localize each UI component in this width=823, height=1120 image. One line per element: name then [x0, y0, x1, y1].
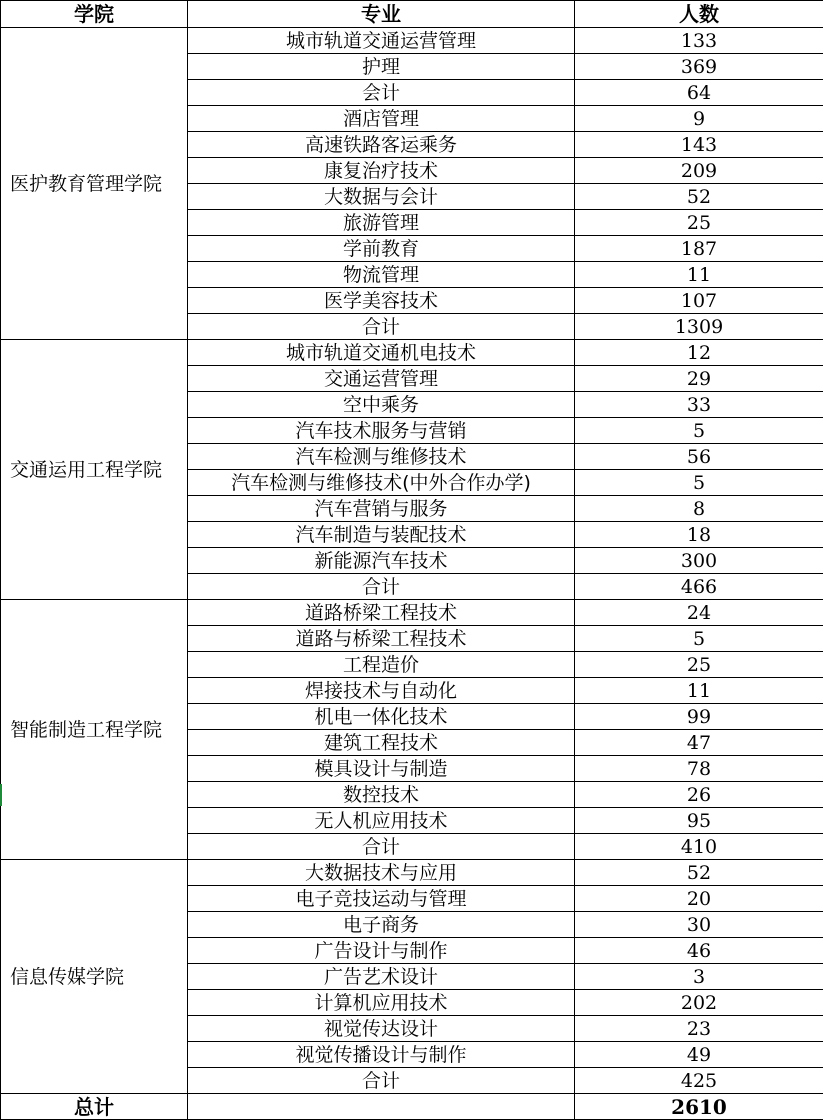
student-count: 25 — [575, 652, 823, 678]
header-row — [1, 1, 823, 28]
header-major: 专业 — [188, 1, 575, 28]
major-name: 道路与桥梁工程技术 — [188, 626, 575, 652]
student-count: 5 — [575, 418, 823, 444]
major-name: 机电一体化技术 — [188, 704, 575, 730]
student-count: 300 — [575, 548, 823, 574]
student-count: 20 — [575, 886, 823, 912]
student-count: 52 — [575, 860, 823, 886]
student-count: 410 — [575, 834, 823, 860]
major-name: 新能源汽车技术 — [188, 548, 575, 574]
student-count: 52 — [575, 184, 823, 210]
student-count: 24 — [575, 600, 823, 626]
major-name: 大数据技术与应用 — [188, 860, 575, 886]
student-count: 187 — [575, 236, 823, 262]
major-name: 合计 — [188, 834, 575, 860]
student-count: 25 — [575, 210, 823, 236]
student-count: 209 — [575, 158, 823, 184]
table-row — [1, 28, 823, 54]
table-row — [1, 600, 823, 626]
student-count: 49 — [575, 1042, 823, 1068]
student-count: 143 — [575, 132, 823, 158]
student-count: 5 — [575, 626, 823, 652]
major-name: 电子竞技运动与管理 — [188, 886, 575, 912]
major-name: 会计 — [188, 80, 575, 106]
student-count: 11 — [575, 678, 823, 704]
student-count: 8 — [575, 496, 823, 522]
student-count: 1309 — [575, 314, 823, 340]
student-count: 95 — [575, 808, 823, 834]
table-row — [1, 860, 823, 886]
student-count: 33 — [575, 392, 823, 418]
student-count: 46 — [575, 938, 823, 964]
major-name: 广告艺术设计 — [188, 964, 575, 990]
major-name: 物流管理 — [188, 262, 575, 288]
major-name: 旅游管理 — [188, 210, 575, 236]
student-count: 5 — [575, 470, 823, 496]
student-count: 9 — [575, 106, 823, 132]
grand-total-count: 2610 — [575, 1094, 823, 1120]
student-count: 30 — [575, 912, 823, 938]
table-body — [1, 28, 823, 1094]
grand-total-row — [1, 1094, 823, 1120]
major-name: 汽车制造与装配技术 — [188, 522, 575, 548]
major-name: 电子商务 — [188, 912, 575, 938]
student-count: 26 — [575, 782, 823, 808]
major-name: 空中乘务 — [188, 392, 575, 418]
major-name: 汽车检测与维修技术 — [188, 444, 575, 470]
major-name: 医学美容技术 — [188, 288, 575, 314]
major-name: 汽车营销与服务 — [188, 496, 575, 522]
student-count: 3 — [575, 964, 823, 990]
major-name: 广告设计与制作 — [188, 938, 575, 964]
major-name: 城市轨道交通运营管理 — [188, 28, 575, 54]
table-row — [1, 340, 823, 366]
student-count: 47 — [575, 730, 823, 756]
college-name: 智能制造工程学院 — [1, 600, 188, 860]
student-count: 23 — [575, 1016, 823, 1042]
major-name: 数控技术 — [188, 782, 575, 808]
header-college: 学院 — [1, 1, 188, 28]
cell-selection-marker — [0, 784, 2, 806]
student-count: 11 — [575, 262, 823, 288]
student-count: 466 — [575, 574, 823, 600]
major-name: 护理 — [188, 54, 575, 80]
major-name: 合计 — [188, 1068, 575, 1094]
major-name: 视觉传达设计 — [188, 1016, 575, 1042]
grand-total-label: 总计 — [1, 1094, 188, 1120]
major-name: 焊接技术与自动化 — [188, 678, 575, 704]
major-name: 道路桥梁工程技术 — [188, 600, 575, 626]
major-name: 合计 — [188, 314, 575, 340]
student-count: 99 — [575, 704, 823, 730]
college-name: 医护教育管理学院 — [1, 28, 188, 340]
student-count: 29 — [575, 366, 823, 392]
student-count: 12 — [575, 340, 823, 366]
student-count: 425 — [575, 1068, 823, 1094]
major-name: 无人机应用技术 — [188, 808, 575, 834]
student-count: 133 — [575, 28, 823, 54]
major-name: 学前教育 — [188, 236, 575, 262]
major-name: 建筑工程技术 — [188, 730, 575, 756]
student-count: 78 — [575, 756, 823, 782]
grand-total-empty — [188, 1094, 575, 1120]
major-name: 交通运营管理 — [188, 366, 575, 392]
major-name: 模具设计与制造 — [188, 756, 575, 782]
major-name: 工程造价 — [188, 652, 575, 678]
college-name: 信息传媒学院 — [1, 860, 188, 1094]
major-name: 城市轨道交通机电技术 — [188, 340, 575, 366]
major-name: 视觉传播设计与制作 — [188, 1042, 575, 1068]
student-count: 56 — [575, 444, 823, 470]
header-count: 人数 — [575, 1, 823, 28]
major-name: 计算机应用技术 — [188, 990, 575, 1016]
student-count: 202 — [575, 990, 823, 1016]
student-count: 64 — [575, 80, 823, 106]
major-name: 汽车技术服务与营销 — [188, 418, 575, 444]
student-count: 107 — [575, 288, 823, 314]
college-name: 交通运用工程学院 — [1, 340, 188, 600]
major-name: 酒店管理 — [188, 106, 575, 132]
major-name: 高速铁路客运乘务 — [188, 132, 575, 158]
major-name: 汽车检测与维修技术(中外合作办学) — [188, 470, 575, 496]
major-name: 康复治疗技术 — [188, 158, 575, 184]
student-count: 369 — [575, 54, 823, 80]
major-name: 合计 — [188, 574, 575, 600]
major-name: 大数据与会计 — [188, 184, 575, 210]
student-count: 18 — [575, 522, 823, 548]
